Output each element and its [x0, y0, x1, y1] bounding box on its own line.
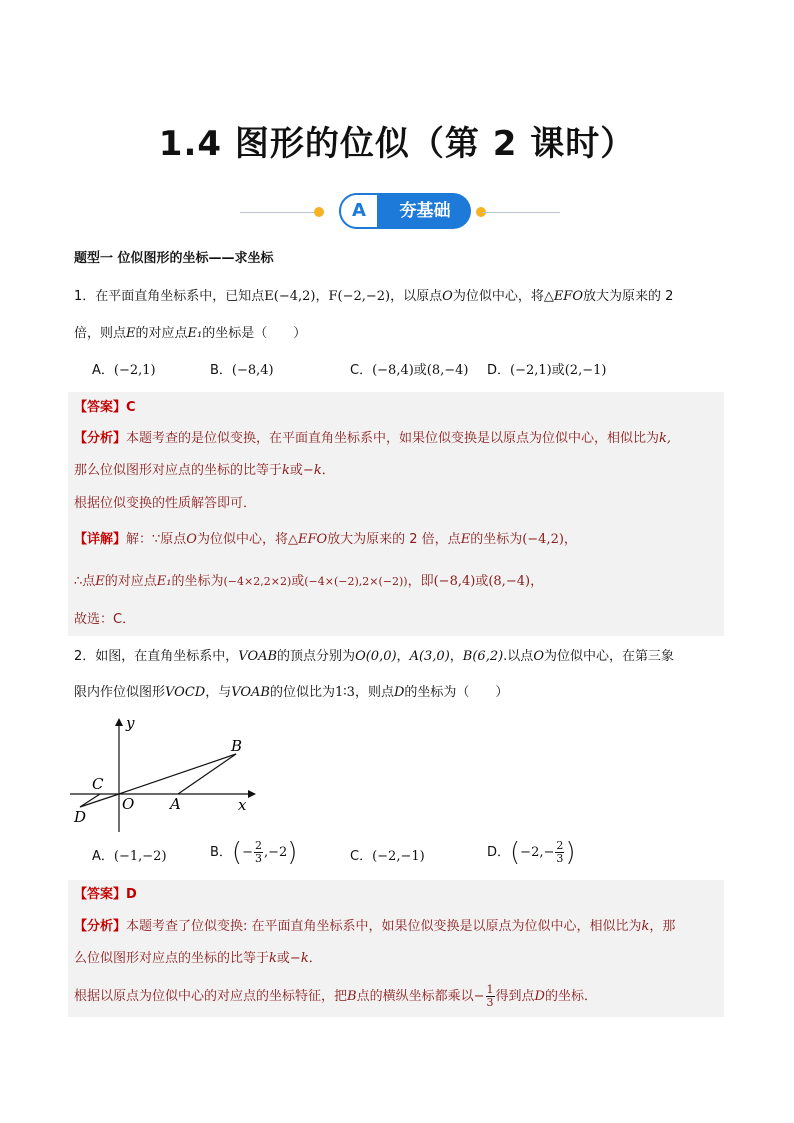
q2-text: ，	[396, 649, 410, 664]
detail-math: (8,−4)	[488, 574, 531, 589]
q2-option-c[interactable]	[350, 848, 425, 866]
analysis-text: 本题考查了位似变换: 在平面直角坐标系中，如果位似变换是以原点为位似中心，相似比为	[126, 919, 642, 934]
option-key: A．	[92, 363, 114, 378]
q1-text: 倍，则点	[74, 326, 127, 341]
q1-text: 放大为原来的 2	[582, 289, 674, 304]
q1-option-d[interactable]	[487, 362, 606, 380]
q2-text: ，则点	[354, 685, 394, 700]
analysis-math: −	[473, 989, 485, 1004]
option-key: B．	[210, 845, 232, 860]
q1-text: ，以原点	[390, 289, 443, 304]
option-text: (−2,1)或(2,−1)	[510, 363, 607, 378]
segment-ab	[178, 754, 236, 794]
detail-text: 的对应点	[104, 574, 157, 589]
detail-text: 或	[475, 574, 489, 589]
option-text: −2,−	[520, 845, 555, 860]
q1-var: EFO	[553, 289, 583, 304]
answer-value: C	[126, 400, 136, 415]
section-heading: 题型一 位似图形的坐标——求坐标	[74, 251, 274, 266]
q2-text: 的位似比为	[269, 685, 335, 700]
analysis-var: B	[347, 989, 357, 1004]
x-axis-arrow	[248, 790, 256, 798]
detail-text: ，	[563, 532, 577, 547]
option-fraction: $\frac{2}{3}$	[254, 839, 262, 865]
q1-analysis-line3: 根据位似变换的性质解答即可．	[74, 496, 257, 511]
option-key: D．	[487, 845, 511, 860]
q1-text: 1．在平面直角坐标系中，已知点	[74, 289, 265, 304]
q2-analysis-line2	[74, 950, 322, 968]
detail-math: (−4×2,2×2)	[223, 575, 292, 588]
label-b: B	[231, 737, 243, 755]
analysis-text: 得到点	[495, 989, 535, 1004]
detail-var: E₁	[156, 574, 172, 589]
q1-choose: 故选：C．	[74, 612, 136, 627]
option-text: (−8,4)或(8,−4)	[372, 363, 469, 378]
q1-stem-line1	[74, 288, 673, 306]
detail-text: 或	[291, 574, 305, 589]
q2-answer	[74, 886, 137, 904]
answer-value: D	[126, 887, 137, 902]
q1-option-c[interactable]	[350, 362, 469, 380]
detail-text: ，	[530, 574, 544, 589]
answer-tag: 【答案】	[74, 400, 127, 415]
q2-text: .以点	[503, 649, 534, 664]
q1-text: ，	[315, 289, 329, 304]
q2-var: VOAB	[231, 685, 270, 700]
detail-math: (−4,2)	[522, 532, 564, 547]
option-key: C．	[350, 363, 373, 378]
q2-analysis-line1	[74, 918, 675, 936]
option-fraction: $\frac{2}{3}$	[556, 839, 564, 865]
analysis-text: 点的横纵坐标都乘以	[356, 989, 474, 1004]
option-key: D．	[487, 363, 511, 378]
q1-answer-box	[68, 392, 724, 636]
detail-math: (−8,4)	[433, 574, 476, 589]
q1-var: O	[442, 289, 453, 304]
q2-text: ，	[449, 649, 463, 664]
analysis-text: ．	[321, 463, 335, 478]
detail-var: O	[186, 532, 197, 547]
y-axis-arrow	[115, 718, 123, 726]
detail-var: E	[460, 532, 471, 547]
segment-ob	[119, 754, 236, 794]
q2-ratio: 1∶3	[335, 685, 355, 700]
q1-point-e: E(−4,2)	[264, 289, 316, 304]
option-key: A．	[92, 849, 114, 864]
q2-point-o: O(0,0)	[355, 649, 397, 664]
option-text: (−1,−2)	[113, 849, 167, 864]
detail-text: ，即	[407, 574, 434, 589]
analysis-var: k	[269, 951, 277, 966]
q2-text: 2．如图，在直角坐标系中，	[74, 649, 239, 664]
q2-option-b[interactable]: B．(− $\frac{2}{3}$ ,−2)	[210, 837, 298, 868]
analysis-tag: 【分析】	[74, 919, 127, 934]
q2-analysis-line3	[74, 984, 597, 1009]
detail-var: E	[95, 574, 105, 589]
answer-tag: 【答案】	[74, 887, 127, 902]
analysis-text: 那么位似图形对应点的坐标的比等于	[74, 463, 283, 478]
option-text: (−2,−1)	[372, 849, 425, 864]
analysis-text: 或	[289, 463, 303, 478]
q2-stem-line1	[74, 648, 674, 666]
q1-option-b[interactable]	[210, 362, 274, 380]
banner-left-dot	[314, 207, 324, 217]
label-a: A	[170, 795, 181, 813]
q2-text: 为位似中心，在第三象	[543, 649, 674, 664]
banner-label: 夯基础	[399, 201, 451, 221]
label-o: O	[122, 795, 135, 813]
label-c: C	[92, 775, 104, 793]
banner-letter: A	[339, 193, 379, 229]
banner-left-line	[240, 212, 318, 213]
option-key: C．	[350, 849, 373, 864]
q1-var: E	[126, 326, 136, 341]
option-text: ,−2	[263, 845, 288, 860]
analysis-text: 么位似图形对应点的坐标的比等于	[74, 951, 270, 966]
banner-right-line	[482, 212, 560, 213]
q2-point-b: B(6,2)	[462, 649, 504, 664]
option-text: (−8,4)	[231, 363, 274, 378]
analysis-fraction: $\frac{1}{3}$	[486, 983, 494, 1009]
q2-text: 的坐标为（ ）	[404, 685, 509, 700]
q1-analysis-line2	[74, 462, 335, 480]
q1-text: 为位似中心，将△	[452, 289, 554, 304]
q1-var: E₁	[187, 326, 203, 341]
analysis-var: −k	[302, 463, 322, 478]
analysis-var: k	[282, 463, 290, 478]
q1-option-a[interactable]	[92, 362, 156, 380]
label-x: x	[238, 796, 247, 814]
q1-detail-line1	[74, 531, 577, 549]
analysis-text: 的坐标．	[544, 989, 597, 1004]
label-y: y	[126, 714, 135, 732]
q2-var: VOAB	[238, 649, 278, 664]
q2-text: 限内作位似图形	[74, 685, 166, 700]
q2-text: ，与	[205, 685, 232, 700]
detail-math: (−4×(−2),2×(−2))	[304, 575, 408, 588]
page-title: 1.4 图形的位似（第 2 课时）	[158, 124, 636, 164]
q2-var: O	[533, 649, 544, 664]
detail-text: 为位似中心，将△	[196, 532, 298, 547]
q2-option-d[interactable]: D．(−2,− $\frac{2}{3}$ )	[487, 837, 576, 868]
banner-pill	[339, 193, 471, 229]
q2-coordinate-figure	[68, 712, 268, 838]
option-text: −	[242, 845, 253, 860]
q1-stem-line2	[74, 325, 306, 343]
q1-text: 的对应点	[135, 326, 188, 341]
detail-text: 解：∵原点	[126, 532, 187, 547]
q1-detail-line2	[74, 573, 543, 591]
analysis-text: 或	[276, 951, 290, 966]
analysis-var: D	[534, 989, 545, 1004]
detail-var: EFO	[297, 532, 328, 547]
detail-text: ∴点	[74, 574, 96, 589]
q2-var: D	[393, 685, 405, 700]
analysis-text: ．	[308, 951, 322, 966]
q1-point-f: F(−2,−2)	[328, 289, 391, 304]
q1-analysis-line1	[74, 430, 671, 448]
q1-text: 的坐标是（ ）	[202, 326, 307, 341]
analysis-var: k	[641, 919, 650, 934]
detail-text: 的坐标为	[171, 574, 224, 589]
segment-od	[80, 794, 119, 807]
q2-stem-line2	[74, 684, 508, 702]
analysis-var: k,	[659, 431, 672, 446]
analysis-var: −k	[289, 951, 309, 966]
q2-var: VOCD	[165, 685, 206, 700]
analysis-text: 根据以原点为位似中心的对应点的坐标特征，把	[74, 989, 348, 1004]
segment-cd	[80, 794, 100, 807]
section-banner	[240, 192, 560, 232]
label-d: D	[74, 808, 87, 826]
detail-text: 的坐标为	[470, 532, 523, 547]
option-text: (−2,1)	[113, 363, 156, 378]
q2-point-a: A(3,0)	[409, 649, 450, 664]
q2-text: 的顶点分别为	[277, 649, 356, 664]
analysis-text: ，那	[649, 919, 676, 934]
detail-text: 放大为原来的 2 倍，点	[327, 532, 461, 547]
q1-answer	[74, 399, 136, 417]
option-key: B．	[210, 363, 232, 378]
analysis-tag: 【分析】	[74, 431, 127, 446]
detail-tag: 【详解】	[74, 532, 127, 547]
q2-option-a[interactable]	[92, 848, 167, 866]
analysis-text: 本题考查的是位似变换，在平面直角坐标系中，如果位似变换是以原点为位似中心，相似比为	[126, 431, 660, 446]
